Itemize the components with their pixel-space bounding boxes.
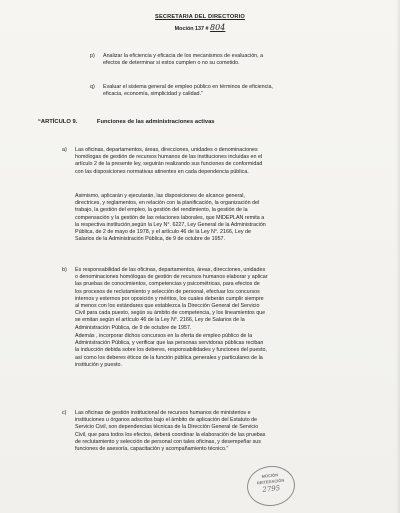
text-line: Evaluar el sistema general de empleo público en términos de eficiencia, — [103, 84, 273, 90]
item-q-text — [103, 84, 350, 98]
text-line: así como los deberes éticos de la función pública generales y particulares de la — [75, 354, 263, 361]
page-edge-shadow — [396, 0, 400, 513]
motion-line — [0, 23, 400, 32]
text-line: las pruebas de conocimientos, competencias y psicométricas, para efectos de — [75, 281, 260, 288]
text-line: Salarios de la Administración Pública, de 9 de octubre de 1957. — [75, 236, 226, 243]
section-b-label: b) — [62, 267, 67, 273]
stamp-line-1: MOCIÓN — [261, 472, 279, 479]
text-line: Además , incorporar dichos concursos en la oferta de empleo público de la — [75, 333, 253, 339]
motion-stamp — [245, 464, 297, 509]
document-header — [0, 14, 400, 32]
text-line: con las disposiciones normativas atinentes en cada dependencia pública. — [75, 168, 249, 175]
item-p-text — [103, 53, 350, 67]
text-line: la inducción debida sobre los deberes, responsabilidades y funciones del puesto, — [75, 347, 267, 354]
text-line: Analizar la eficiencia y eficacia de los mecanismos de evaluación, a — [103, 53, 264, 59]
text-line: se emitan según el artículo 46 de la Ley N°. 2166, Ley de Salarios de la — [75, 317, 245, 324]
text-line: Civil para cada puesto, según su ámbito de competencia, y los lineamientos que — [75, 310, 266, 317]
motion-label: Moción 137 # — [174, 26, 209, 32]
article-number: “ARTÍCULO 9. — [38, 119, 78, 125]
text-line: artículo 2 de la presente ley, seguirán realizando sus funciones de conformidad — [75, 161, 263, 168]
text-line: o denominaciones homólogas de gestión de recursos humanos elaborar y aplicar — [75, 274, 268, 281]
office-title: SECRETARIA DEL DIRECTORIO — [155, 14, 245, 20]
text-line: funciones de asesoría, capacitación y acompañamiento técnico.” — [75, 446, 229, 453]
text-line: homólogas de gestión de recursos humanos de las instituciones incluidas en el — [75, 154, 263, 161]
item-q-label: q) — [90, 84, 95, 90]
text-line: Civil, que para todos los efectos, deberá coordinar la elaboración de las pruebas — [75, 431, 266, 438]
article-heading — [38, 119, 215, 125]
text-line: efectos de determinar si estos cumplen o no su cometido. — [103, 60, 240, 67]
section-b-paragraph-1 — [75, 267, 348, 332]
text-line: los procesos de reclutamiento y selección de personal, efectuar los concursos — [75, 288, 260, 295]
motion-number-handwritten: 804 — [210, 23, 226, 32]
text-line: internos y externos por oposición y méritos, los cuales deberán cumplir siempre — [75, 295, 264, 302]
text-line: Servicio Civil, son dependencias técnicas de la Dirección General de Servicio — [75, 424, 259, 431]
text-line: instituciones u órganos adscritos bajo el ámbito de aplicación del Estatuto de — [75, 417, 258, 424]
stamp-line-2: REITERACIÓN — [256, 477, 285, 486]
text-line: Las oficinas, departamentos, áreas, direcciones, unidades o denominaciones — [75, 147, 258, 153]
section-c-text — [75, 410, 348, 453]
section-a-paragraph-1 — [75, 147, 348, 176]
text-line: institución y puesto. — [75, 361, 122, 368]
text-line: la respectiva institución,según la Ley N°. 6227, Ley General de la Administración — [75, 221, 266, 228]
section-a-label: a) — [62, 147, 67, 153]
text-line: directrices, y reglamentos, en relación con la planificación, la organización del — [75, 200, 260, 207]
text-line: Las oficinas de gestión institucional de recursos humanos de ministerios e — [75, 410, 251, 416]
section-c-label: c) — [62, 410, 67, 416]
article-title: Funciones de las administraciones activas — [96, 119, 215, 125]
text-line: Administración Pública, y verificar que las personas servidoras públicas reciban — [75, 340, 264, 347]
text-line: al menos con los estándares que establezca la Dirección General del Servicio — [75, 303, 260, 310]
text-line: Pública, de 2 de mayo de 1978, y el artículo 46 de la Ley N°. 2166, Ley de — [75, 229, 251, 236]
item-p-label: p) — [90, 53, 95, 59]
section-b-paragraph-2 — [75, 333, 348, 369]
text-line: Es responsabilidad de las oficinas, departamentos, áreas, direcciones, unidades — [75, 267, 266, 273]
section-a-paragraph-2 — [75, 193, 348, 243]
text-line: compensación y la gestión de las relaciones laborales, que MIDEPLAN remita a — [75, 214, 265, 221]
text-line: de reclutamiento y selección de personal con tales oficinas, y desempeñar sus — [75, 438, 261, 445]
stamp-number-handwritten: 2795 — [262, 484, 281, 494]
text-line: eficacia, economía, simplicidad y calidad.” — [103, 91, 203, 98]
text-line: Asimismo, aplicarán y ejecutarán, las disposiciones de alcance general, — [75, 193, 245, 199]
text-line: trabajo, la gestión del empleo, la gestión del rendimiento, la gestión de la — [75, 207, 248, 214]
text-line: Administración Pública, de 9 de octubre de 1957. — [75, 324, 192, 331]
